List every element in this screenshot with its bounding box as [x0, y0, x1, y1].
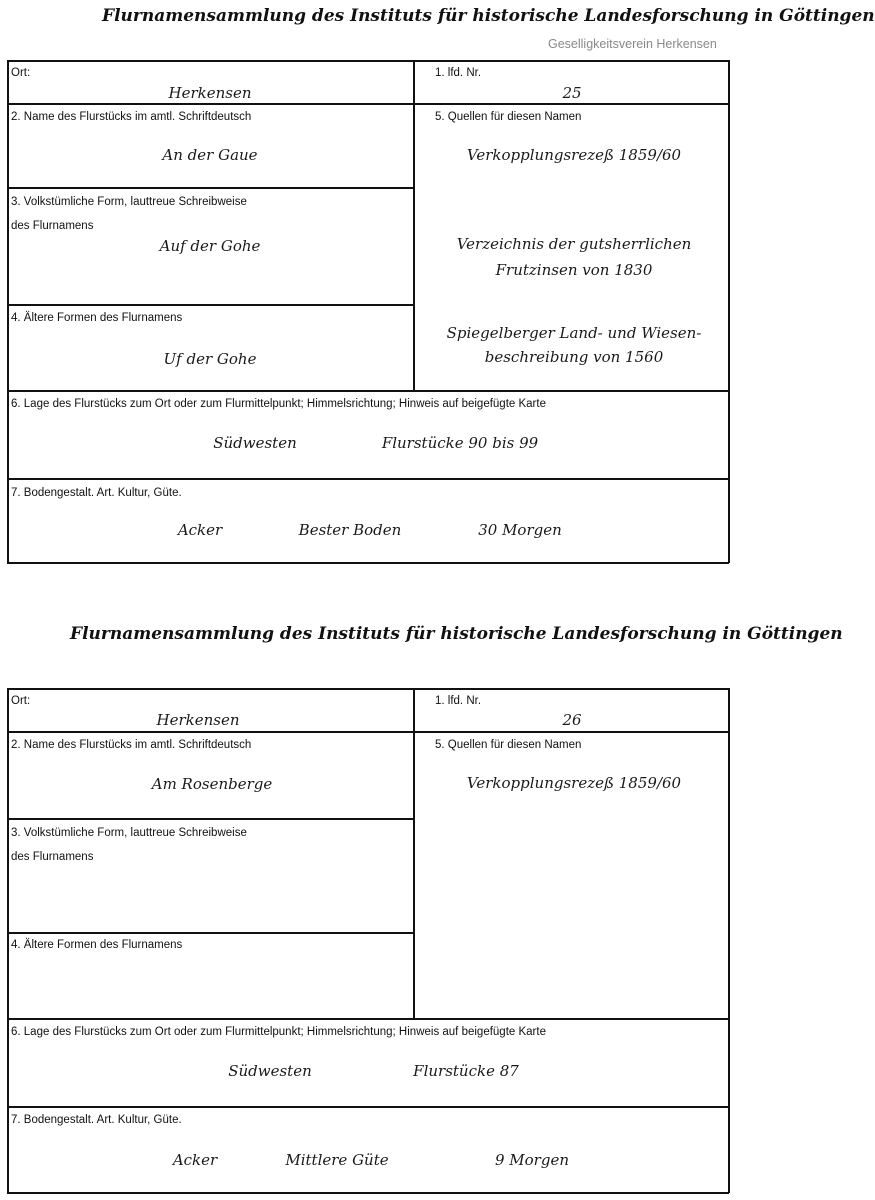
frame-row-line	[7, 731, 729, 733]
frame-top	[7, 688, 729, 690]
boden-label: 7. Bodengestalt. Art. Kultur, Güte.	[11, 1114, 182, 1126]
lage-direction: Südwesten	[213, 434, 297, 452]
frame-row-line	[7, 390, 729, 392]
lage-label: 6. Lage des Flurstücks zum Ort oder zum Flurmittelpunkt; Himmelsrichtung; Hinweis auf beigefügte Karte	[11, 398, 546, 410]
name-value: Am Rosenberge	[151, 775, 273, 793]
ort-value: Herkensen	[168, 84, 252, 102]
frame-row-line	[7, 932, 414, 934]
aelter-value: Uf der Gohe	[163, 350, 257, 368]
volk-value: Auf der Gohe	[159, 237, 261, 255]
card-header: Flurnamensammlung des Instituts für historische Landesforschung in Göttingen	[70, 624, 843, 644]
card-subheader: Geselligkeitsverein Herkensen	[548, 37, 717, 51]
ort-value: Herkensen	[156, 711, 240, 729]
quellen-value: Verkopplungsrezeß 1859/60	[466, 146, 682, 164]
boden-groesse: 30 Morgen	[478, 521, 562, 539]
lage-direction: Südwesten	[228, 1062, 312, 1080]
quellen-value: Verkopplungsrezeß 1859/60	[466, 774, 682, 792]
name-value: An der Gaue	[162, 146, 258, 164]
quellen-label: 5. Quellen für diesen Namen	[435, 739, 582, 751]
volk-label: 3. Volkstümliche Form, lauttreue Schreibweise	[11, 827, 247, 839]
frame-row-line	[7, 818, 414, 820]
boden-art: Acker	[172, 1151, 218, 1169]
quellen-value: beschreibung von 1560	[484, 348, 664, 366]
boden-guete: Mittlere Güte	[285, 1151, 389, 1169]
aelter-label: 4. Ältere Formen des Flurnamens	[11, 312, 183, 324]
lage-flurstuecke: Flurstücke 87	[413, 1062, 519, 1080]
quellen-label: 5. Quellen für diesen Namen	[435, 111, 582, 123]
boden-art: Acker	[177, 521, 223, 539]
frame-divider-vertical	[413, 60, 415, 391]
quellen-value: Verzeichnis der gutsherrlichen	[456, 235, 692, 253]
card-header: Flurnamensammlung des Instituts für historische Landesforschung in Göttingen	[102, 6, 875, 26]
frame-row-line	[7, 1018, 729, 1020]
nr-value: 26	[562, 711, 582, 729]
frame-left	[7, 688, 9, 1193]
frame-right	[728, 60, 730, 563]
frame-row-line	[7, 304, 414, 306]
quellen-value: Frutzinsen von 1830	[495, 261, 653, 279]
nr-label: 1. lfd. Nr.	[435, 67, 482, 79]
name-label: 2. Name des Flurstücks im amtl. Schriftdeutsch	[11, 739, 252, 751]
quellen-value: Spiegelberger Land- und Wiesen-	[446, 324, 702, 342]
boden-groesse: 9 Morgen	[494, 1151, 569, 1169]
frame-bottom	[7, 1192, 729, 1194]
volk-label: 3. Volkstümliche Form, lauttreue Schreibweise	[11, 196, 247, 208]
nr-label: 1. lfd. Nr.	[435, 695, 482, 707]
lage-label: 6. Lage des Flurstücks zum Ort oder zum Flurmittelpunkt; Himmelsrichtung; Hinweis auf beigefügte Karte	[11, 1026, 546, 1038]
name-label: 2. Name des Flurstücks im amtl. Schriftdeutsch	[11, 111, 252, 123]
boden-label: 7. Bodengestalt. Art. Kultur, Güte.	[11, 487, 182, 499]
frame-right	[728, 688, 730, 1193]
aelter-label: 4. Ältere Formen des Flurnamens	[11, 939, 183, 951]
boden-guete: Bester Boden	[298, 521, 402, 539]
ort-label: Ort:	[11, 695, 31, 707]
frame-left	[7, 60, 9, 563]
frame-row-line	[7, 1106, 729, 1108]
frame-divider-vertical	[413, 688, 415, 1019]
frame-top	[7, 60, 729, 62]
frame-row-line	[7, 478, 729, 480]
lage-flurstuecke: Flurstücke 90 bis 99	[381, 434, 539, 452]
ort-label: Ort:	[11, 67, 31, 79]
nr-value: 25	[562, 84, 582, 102]
volk-label-2: des Flurnamens	[11, 851, 94, 863]
frame-row-line	[7, 103, 729, 105]
frame-row-line	[7, 187, 414, 189]
frame-bottom	[7, 562, 729, 564]
volk-label-2: des Flurnamens	[11, 220, 94, 232]
